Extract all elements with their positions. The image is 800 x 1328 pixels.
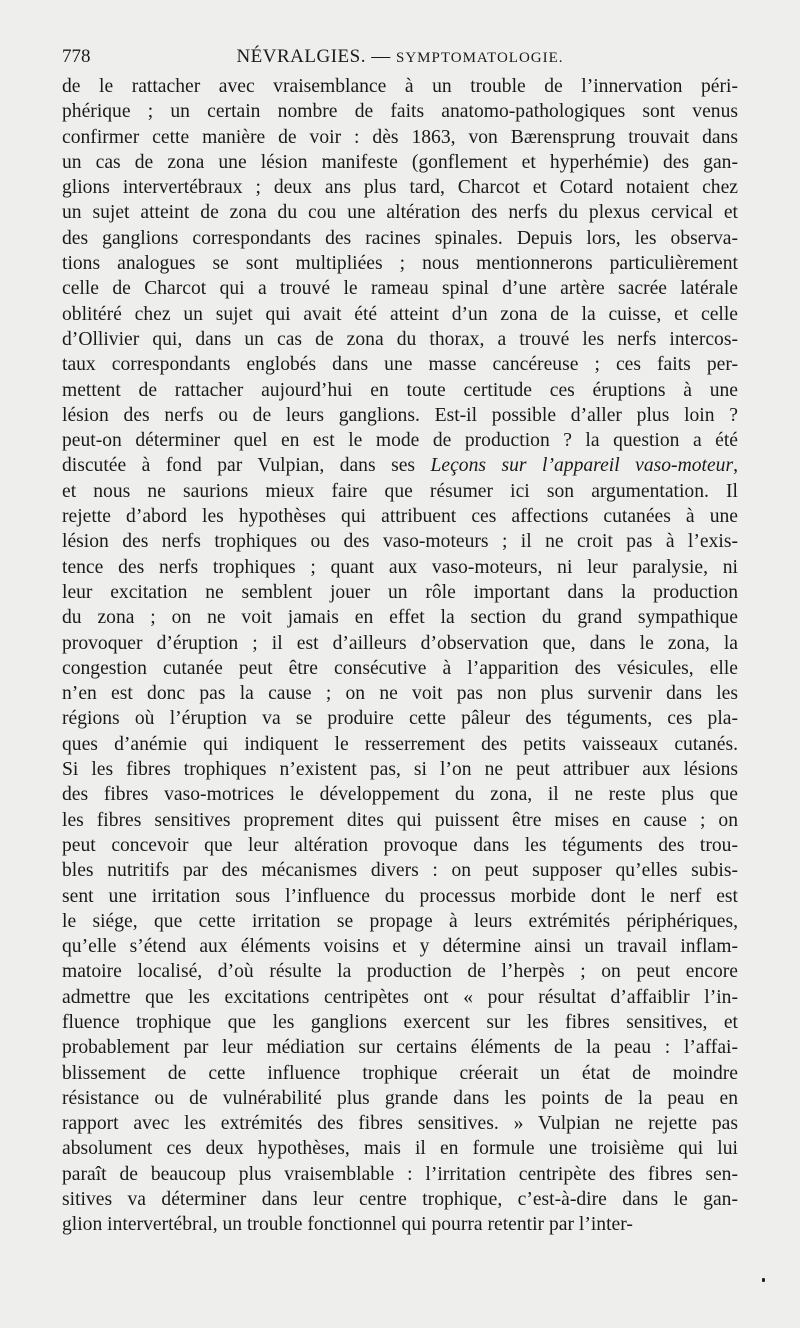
- text-line: des ganglions correspondants des racines spinales. Depuis lors, les observa-: [62, 227, 738, 249]
- body-text: [62, 74, 738, 1238]
- text-line: les fibres sensitives proprement dites qui puissent être mises en cause ; on: [62, 809, 738, 831]
- text-line: glion intervertébral, un trouble fonctionnel qui pourra retentir par l’inter-: [62, 1214, 633, 1236]
- text-line: n’en est donc pas la cause ; on ne voit pas non plus survenir dans les: [62, 683, 738, 705]
- italic-book-title: Leçons sur l’appareil vaso-moteur: [430, 455, 734, 477]
- text-line: taux correspondants englobés dans une masse cancéreuse ; ces faits per-: [62, 354, 738, 376]
- text-line: le siége, que cette irritation se propage à leurs extrémités périphériques,: [62, 910, 738, 932]
- text-line: admettre que les excitations centripètes ont « pour résultat d’affaiblir l’in-: [62, 986, 738, 1008]
- text-line: d’Ollivier qui, dans un cas de zona du thorax, a trouvé les nerfs intercos-: [62, 328, 738, 350]
- text-line: qu’elle s’étend aux éléments voisins et y détermine ainsi un travail inflam-: [62, 936, 738, 958]
- italic-title-suffix: ,: [733, 455, 738, 477]
- text-line: celle de Charcot qui a trouvé le rameau spinal d’une artère sacrée latérale: [62, 278, 738, 300]
- text-line: matoire localisé, d’où résulte la production de l’herpès ; on peut encore: [62, 961, 738, 983]
- text-line: confirmer cette manière de voir : dès 1863, von Bærensprung trouvait dans: [62, 126, 738, 148]
- page-header: [62, 44, 738, 70]
- text-line: peut-on déterminer quel en est le mode de production ? la question a été: [62, 430, 738, 452]
- text-line: un cas de zona une lésion manifeste (gonflement et hyperhémie) des gan-: [62, 151, 738, 173]
- text-line: lésion des nerfs trophiques ou des vaso-moteurs ; il ne croit pas à l’exis-: [62, 531, 738, 553]
- text-line: congestion cutanée peut être consécutive à l’apparition des vésicules, elle: [62, 657, 738, 679]
- text-line: fluence trophique que les ganglions exercent sur les fibres sensitives, et: [62, 1011, 738, 1033]
- text-line: Si les fibres trophiques n’existent pas, si l’on ne peut attribuer aux lésions: [62, 759, 738, 781]
- text-line: rapport avec les extrémités des fibres sensitives. » Vulpian ne rejette pas: [62, 1113, 738, 1135]
- text-line: rejette d’abord les hypothèses qui attribuent ces affections cutanées à une: [62, 506, 738, 528]
- text-line: régions où l’éruption va se produire cette pâleur des téguments, ces pla-: [62, 708, 738, 730]
- text-line: peut concevoir que leur altération provoque dans les téguments des trou-: [62, 834, 738, 856]
- text-line-with-italic: [62, 453, 738, 478]
- text-line: glions intervertébraux ; deux ans plus tard, Charcot et Cotard notaient chez: [62, 177, 738, 199]
- text-line: bles nutritifs par des mécanismes divers : on peut supposer qu’elles subis-: [62, 860, 738, 882]
- text-line: phérique ; un certain nombre de faits anatomo-pathologiques sont venus: [62, 101, 738, 123]
- running-title-separator: —: [365, 46, 396, 67]
- text-line: provoquer d’éruption ; il est d’ailleurs d’observation que, dans le zona, la: [62, 632, 738, 654]
- text-line: des fibres vaso-motrices le développement du zona, il ne reste plus que: [62, 784, 738, 806]
- text-line: leur excitation ne semblent jouer un rôle important dans la production: [62, 581, 738, 603]
- running-title: [62, 44, 738, 71]
- text-line: sent une irritation sous l’influence du processus morbide dont le nerf est: [62, 885, 738, 907]
- text-line: lésion des nerfs ou de leurs ganglions. Est-il possible d’aller plus loin ?: [62, 404, 738, 426]
- text-line: un sujet atteint de zona du cou une altération des nerfs du plexus cervical et: [62, 202, 738, 224]
- text-line: tence des nerfs trophiques ; quant aux vaso-moteurs, ni leur paralysie, ni: [62, 556, 738, 578]
- text-line: mettent de rattacher aujourd’hui en toute certitude ces éruptions à une: [62, 379, 738, 401]
- page-number: 778: [62, 46, 91, 67]
- text-line: blissement de cette influence trophique créerait un état de moindre: [62, 1062, 738, 1084]
- text-line: probablement par leur médiation sur certains éléments de la peau : l’affai-: [62, 1037, 738, 1059]
- running-title-sub: SYMPTOMATOLOGIE.: [395, 50, 564, 66]
- text-line: paraît de beaucoup plus vraisemblable : l’irritation centripète des fibres sen-: [62, 1163, 738, 1185]
- text-line-lead: discutée à fond par Vulpian, dans ses: [62, 455, 431, 477]
- text-line: oblitéré chez un sujet qui avait été atteint d’un zona de la cuisse, et celle: [62, 303, 738, 325]
- text-line: résistance ou de vulnérabilité plus grande dans les points de la peau en: [62, 1087, 738, 1109]
- text-line: et nous ne saurions mieux faire que résumer ici son argumentation. Il: [62, 480, 738, 502]
- text-line: tions analogues se sont multipliées ; nous mentionnerons particulièrement: [62, 253, 738, 275]
- ink-speck: [762, 1278, 765, 1282]
- text-line: sitives va déterminer dans leur centre trophique, c’est-à-dire dans le gan-: [62, 1189, 738, 1211]
- text-line: du zona ; on ne voit jamais en effet la section du grand sympathique: [62, 607, 738, 629]
- text-line: ques d’anémie qui indiquent le resserrement des petits vaisseaux cutanés.: [62, 733, 738, 755]
- running-title-main: NÉVRALGIES.: [236, 46, 366, 67]
- text-line: absolument ces deux hypothèses, mais il en formule une troisième qui lui: [62, 1138, 738, 1160]
- text-line: de le rattacher avec vraisemblance à un trouble de l’innervation péri-: [62, 76, 738, 97]
